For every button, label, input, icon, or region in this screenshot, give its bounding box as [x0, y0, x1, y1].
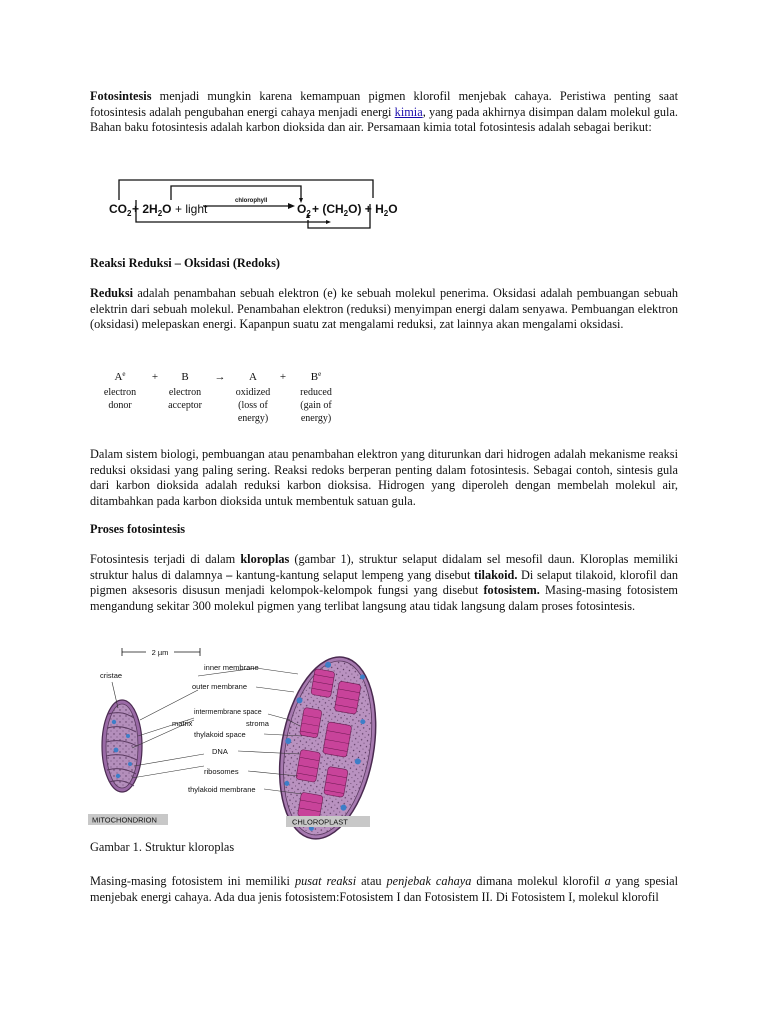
heading-proses: Proses fotosintesis [90, 522, 186, 536]
svg-text:+ (CH2O) + H2O [312, 202, 398, 218]
kp-t4: Di selaput tilakoid, klorofil dan pigmen aksesoris disusun menjadi kelompok-kelompok fungsi yang disebut [90, 567, 679, 598]
svg-text:Ae [114, 370, 125, 383]
eq-sub: 2 [127, 209, 132, 218]
eq-sub: 2 [343, 209, 349, 218]
redox-plus-1: + [151, 371, 159, 383]
label-ribosomes: ribosomes [204, 767, 239, 776]
fs-t3: dimana molekul klorofil [471, 874, 605, 888]
kimia-link[interactable]: kimia [394, 104, 423, 119]
term-pusat-reaksi: pusat reaksi [294, 874, 357, 888]
scale-label: 2 µm [151, 648, 169, 657]
redox-be: B [310, 371, 319, 383]
redox-electron-2: electron [168, 387, 202, 398]
term-tilakoid: tilakoid. [474, 567, 518, 582]
redox-sup-1: e [122, 370, 126, 378]
photosynthesis-equation [103, 172, 398, 242]
label-matrix: matrix [172, 719, 193, 728]
biologi-paragraph: Dalam sistem biologi, pembuangan atau penambahan elektron yang diturunkan dari hidrogen adalah mekanisme reaksi reduksi oksidasi yang paling sering. Reaksi redoks berperan penting dalam fotosintesis. Sebagai contoh, sintesis gula dari karbon dioksida adalah reduksi karbon dioksisa. Hidrogen yang diperoleh dengan membelah molekul air, ditambahkan pada karbon dioksida untuk membentuk satuan gula. [90, 447, 678, 508]
eq-ch2o: + (CH [312, 202, 344, 216]
redox-diagram [100, 368, 345, 430]
term-fotosintesis: Fotosintesis [90, 89, 152, 103]
kp-t5: Masing-masing fotosistem mengandung sekitar 300 molekul pigmen yang terlibat langsung atau tidak langsung dalam proses fotosintesis. [90, 583, 678, 613]
svg-text:Be [311, 370, 321, 383]
kloroplas-paragraph [90, 552, 678, 614]
label-dna: DNA [212, 747, 228, 756]
term-fotosistem: fotosistem. [483, 583, 540, 598]
fs-t2: atau [356, 874, 387, 888]
label-intermembrane-space: intermembrane space [194, 709, 262, 716]
term-a: a [604, 874, 611, 888]
redox-plus-2: + [279, 371, 287, 383]
redox-arrow: → [214, 371, 226, 383]
label-thylakoid-membrane: thylakoid membrane [188, 785, 256, 794]
redox-b: B [181, 371, 189, 383]
svg-text:+ 2H2O [132, 202, 171, 218]
redox-energy-1: energy) [237, 413, 269, 424]
intro-paragraph [90, 89, 678, 136]
label-mitochondrion: MITOCHONDRION [92, 815, 157, 825]
redox-sup-2: e [318, 370, 322, 378]
eq-o2: O [297, 202, 307, 216]
eq-h2o-end: O [388, 202, 398, 216]
eq-o: O [162, 202, 172, 216]
kp-t1: Fotosintesis terjadi di dalam [90, 552, 241, 566]
redox-a: A [249, 371, 257, 383]
term-kloroplas: kloroplas [240, 552, 290, 566]
redox-gain: (gain of [300, 400, 332, 411]
eq-sub: 2 [157, 209, 163, 218]
label-stroma: stroma [246, 719, 269, 728]
redox-energy-2: energy) [300, 413, 332, 424]
label-chloroplast: CHLOROPLAST [292, 817, 348, 827]
redox-loss: (loss of [238, 400, 268, 411]
eq-chlorophyll: chlorophyll [235, 198, 268, 204]
reduksi-text: adalah penambahan sebuah elektron (e) ke sebuah molekul penerima. Oksidasi adalah pembuangan sebuah elektrin dari sebuah molekul. Penambahan elektron (reduksi) menyimpan energi dalam senyawa. Pembuangan elektron (oksidasi) melepaskan energi. Kapanpun suatu zat mengalami reduksi, zat lainnya akan mengalami oksidasi. [90, 286, 678, 332]
heading-redoks: Reaksi Reduksi – Oksidasi (Redoks) [90, 256, 280, 270]
eq-sub: 2 [383, 209, 389, 218]
redox-donor: donor [108, 400, 132, 411]
figure-caption: Gambar 1. Struktur kloroplas [90, 840, 235, 854]
term-reduksi: Reduksi [90, 286, 134, 300]
kp-t2: (gambar 1), struktur selaput didalam sel mesofil daun. Kloroplas memiliki struktur halus di dalamnya [90, 552, 678, 582]
eq-co2: CO [109, 202, 127, 216]
label-outer-membrane: outer membrane [192, 682, 248, 691]
label-cristae: cristae [100, 671, 123, 680]
svg-text:CO2 [109, 202, 132, 218]
svg-text:O2 [297, 202, 311, 218]
intro-text-1: menjadi mungkin karena kemampuan pigmen klorofil menjebak cahaya. Peristiwa penting saat fotosintesis adalah pengubahan energi cahaya menjadi energi [90, 89, 678, 119]
eq-h2o: + 2H [132, 202, 158, 216]
redox-acceptor: acceptor [168, 400, 202, 411]
label-inner-membrane: inner membrane [204, 663, 259, 672]
intro-text-2: , yang pada akhirnya disimpan dalam molekul gula. Bahan baku fotosintesis adalah karbon dioksida dan air. Persamaan kimia total fotosintesis adalah sebagai berikut: [90, 104, 678, 135]
eq-ch2o-end: O) + H [348, 202, 384, 216]
kp-dash: – [226, 567, 233, 582]
redox-reduced: reduced [300, 387, 332, 398]
term-penjebak-cahaya: penjebak cahaya [386, 874, 472, 888]
label-thylakoid-space: thylakoid space [194, 730, 246, 739]
eq-light: + light [175, 202, 208, 216]
fs-t1: Masing-masing fotosistem ini memiliki [90, 874, 295, 888]
eq-sub: 2 [306, 209, 311, 218]
redox-electron-1: electron [103, 387, 137, 398]
fotosistem-paragraph [90, 874, 678, 905]
fs-t4: yang spesial menjebak energi cahaya. Ada dua jenis fotosistem:Fotosistem I dan Fotosistem II. Di Fotosistem I, molekul klorofil [90, 874, 678, 904]
reduksi-paragraph [90, 286, 678, 333]
kp-t3: kantung-kantung selaput lempeng yang disebut [232, 567, 475, 582]
redox-ae: A [114, 371, 123, 383]
redox-oxidized: oxidized [235, 387, 271, 398]
chloroplast-figure [88, 636, 388, 830]
